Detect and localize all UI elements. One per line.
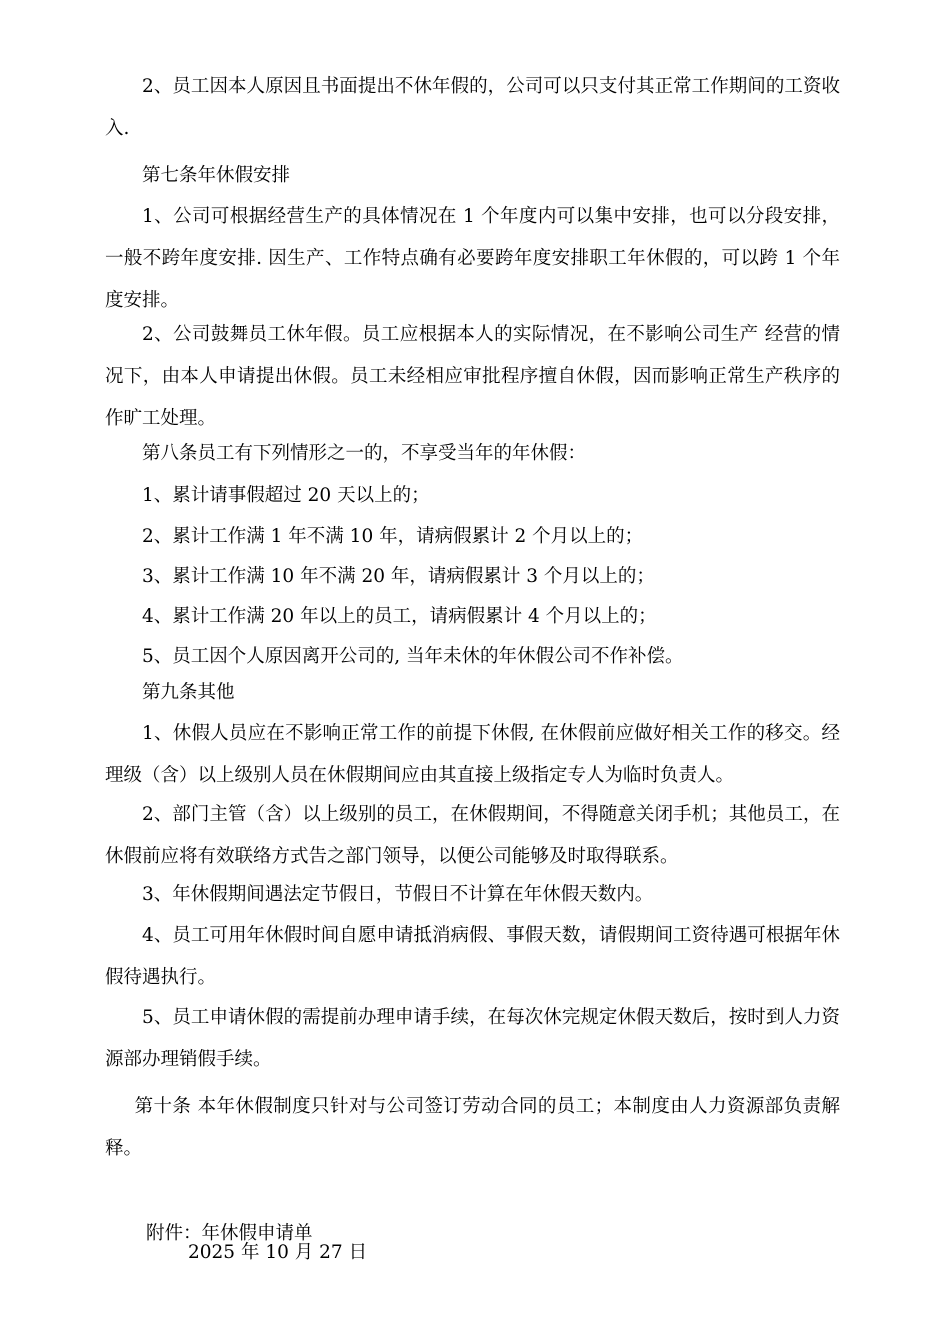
paragraph-art9-item4: 4、员工可用年休假时间自愿申请抵消病假、事假天数，请假期间工资待遇可根据年休假待遇执行。	[105, 925, 840, 988]
heading-article-7: 第七条年休假安排	[142, 165, 291, 186]
paragraph-art9-item2: 2、部门主管（含）以上级别的员工，在休假期间，不得随意关闭手机；其他员工，在休假前应将有效联络方式告之部门领导，以便公司能够及时取得联系。	[105, 804, 840, 867]
paragraph-art6-item2: 2、员工因本人原因且书面提出不休年假的，公司可以只支付其正常工作期间的工资收入.	[105, 76, 840, 139]
paragraph-art7-item1: 1、公司可根据经营生产的具体情况在 1 个年度内可以集中安排，也可以分段安排，一般不跨年度安排. 因生产、工作特点确有必要跨年度安排职工年休假的，可以跨 1 个年度安排。	[105, 206, 840, 311]
paragraph-art8-item5: 5、员工因个人原因离开公司的, 当年未休的年休假公司不作补偿。	[142, 646, 684, 667]
paragraph-article-10: 第十条 本年休假制度只针对与公司签订劳动合同的员工；本制度由人力资源部负责解释。	[105, 1096, 840, 1159]
heading-article-9: 第九条其他	[142, 682, 235, 703]
paragraph-art9-item5: 5、员工申请休假的需提前办理申请手续，在每次休完规定休假天数后，按时到人力资源部办理销假手续。	[105, 1007, 840, 1070]
document-date: 2025 年 10 月 27 日	[188, 1242, 368, 1263]
attachment-line: 附件：年休假申请单	[146, 1223, 313, 1244]
paragraph-art8-item3: 3、累计工作满 10 年不满 20 年，请病假累计 3 个月以上的；	[142, 566, 655, 587]
heading-article-8: 第八条员工有下列情形之一的，不享受当年的年休假：	[142, 443, 587, 464]
paragraph-art8-item1: 1、累计请事假超过 20 天以上的；	[142, 485, 430, 506]
paragraph-art8-item4: 4、累计工作满 20 年以上的员工，请病假累计 4 个月以上的；	[142, 606, 657, 627]
paragraph-art8-item2: 2、累计工作满 1 年不满 10 年，请病假累计 2 个月以上的；	[142, 526, 644, 547]
paragraph-art7-item2: 2、公司鼓舞员工休年假。员工应根据本人的实际情况，在不影响公司生产 经营的情况下，由本人申请提出休假。员工未经相应审批程序擅自休假，因而影响正常生产秩序的作旷工处理。	[105, 324, 840, 429]
paragraph-art9-item1: 1、休假人员应在不影响正常工作的前提下休假, 在休假前应做好相关工作的移交。经理级（含）以上级别人员在休假期间应由其直接上级指定专人为临时负责人。	[105, 723, 840, 786]
paragraph-art9-item3: 3、年休假期间遇法定节假日，节假日不计算在年休假天数内。	[142, 884, 654, 905]
